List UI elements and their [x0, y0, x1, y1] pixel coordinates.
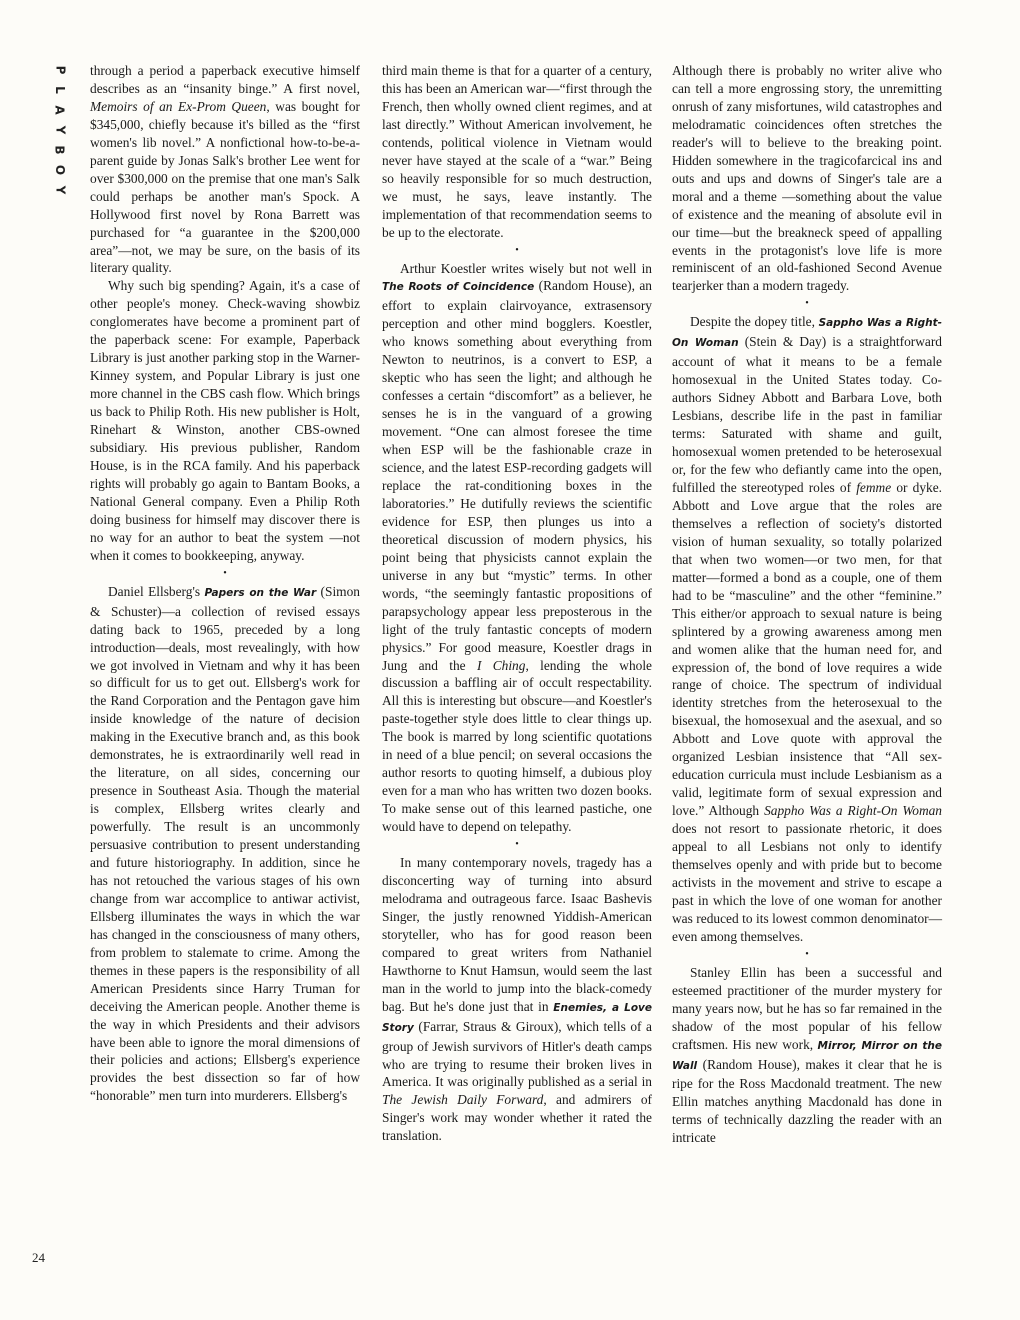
column-3 — [672, 62, 942, 1147]
text-run: , was bought for $345,000, chiefly because it's billed as the “first women's lib novel.” A nonfictional how-to-be-a-parent guide by Jonas Salk's brother Lee went for over $300,000 on the premise that one man's Salk could perhaps be another man's Spock. A Hollywood first novel by Rona Barrett was purchased for “a guarantee in the $200,000 area”—not, we may be sure, on the basis of its literary quality. — [90, 98, 361, 276]
text-run: (Simon & Schuster)—a collection of revised essays dating back to 1965, preceded by a long introduction—deals, most revealingly, with how we got involved in Vietnam and why it has been so difficult for us to get out. Ellsberg's work for the Rand Corporation and the Pentagon gave him inside knowledge of the nature of decision making in the Executive branch and, as this book demonstrates, he is extraordinarily well read in the literature, on all sides, concerning our presence in Southeast Asia. Though the material is complex, Ellsberg writes clearly and powerfully. The result is an uncommonly persuasive contribution to present understanding and future historiography. In addition, since he has not retouched the various stages of his own change from war accomplice to antiwar activist, Ellsberg illuminates the ways in which the war has changed in the consciousness of many others, from problem to stalemate to crime. Among the themes in these papers is the responsibility of all American Presidents since Harry Truman for deceiving the American people. Another theme is the way in which Presidents and their advisors have been able to ignore the moral dimensions of their policies and actions; Ellsberg's experience provides the best dissection so far of how “honorable” men turn into murderers. Ellsberg's — [90, 583, 360, 1104]
section-divider: • — [805, 948, 809, 960]
masthead-letter: L — [53, 86, 67, 94]
text-run: (Random House), an effort to explain clairvoyance, extrasensory perception and other mind bogglers. Koestler, who knows something about everything from Newton to neutrinos, is a convert to ESP, a skeptic who has seen the light; and although he confesses a certain “discomfort” as a believer, he senses he is in the vanguard of a growing movement. “One can almost foresee the time when ESP will be the fashionable craze in science, and the latest ESP-recording gadgets will replace the rat-conditioning boxes in the laboratories.” He dutifully reviews the scientific evidence for ESP, then plunges us into a theoretical discussion of modern physics, his point being that physicists cannot explain the universe in any but “mystic” terms. In other words, “the seemingly fantastic propositions of parapsychology appear less preposterous in the light of the truly fantastic concepts of modern physics.” For good measure, Koestler drags in Jung and the — [382, 278, 652, 673]
text-run: Daniel Ellsberg's — [108, 583, 205, 599]
section-divider: • — [223, 567, 227, 579]
masthead-letter: O — [52, 164, 67, 176]
text-run: (Farrar, Straus & Giroux), which tells of a group of Jewish survivors of Hitler's death camps who are trying to resume their broken lives in America. It was originally published as a serial in — [382, 1018, 652, 1090]
masthead-letter: B — [53, 145, 67, 155]
text-run: (Random House), makes it clear that he is ripe for the Ross Macdonald treatment. The new Ellin matches anything Macdonald has done in terms of technically dazzling the reader with an intricate — [672, 1056, 942, 1146]
masthead-letter: Y — [52, 185, 67, 195]
paragraph — [90, 583, 360, 1106]
masthead-letter: A — [52, 105, 67, 115]
text-run: , lending the whole discussion a baffling air of occult respectability. All this is interesting but obscure—and Koestler's paste-together style does little to clear things up. The book is marred by long scientific quotations in need of a blue pencil; on several occasions the author resorts to quoting himself, a dubious ploy even for a man who has written two dozen books. To make sense out of this learned pastiche, one would have to depend on telepathy. — [382, 657, 652, 835]
text-run: (Stein & Day) is a straightforward account of what it means to be a female homosexual in the United States today. Co-authors Sidney Abbott and Barbara Love, both Lesbians, describe life in the past in familiar terms: Saturated with shame and guilt, homosexual women pretended to be heterosexual or, for the few who defiantly came into the open, fulfilled the stereotyped roles of — [672, 334, 942, 495]
text-run: Arthur Koestler writes wisely but not well in — [400, 260, 652, 276]
book-title: Enemies, a Love Story — [382, 1001, 652, 1034]
masthead — [50, 60, 70, 200]
section-divider: • — [805, 298, 809, 310]
masthead-letter: Y — [52, 125, 67, 135]
term: femme — [856, 479, 892, 495]
paragraph — [90, 62, 360, 277]
column-2 — [382, 62, 652, 1145]
section-divider: • — [515, 244, 519, 256]
section-divider: • — [515, 839, 519, 851]
paragraph — [382, 260, 652, 837]
paragraph: Why such big spending? Again, it's a case of other people's money. Check-waving showbiz conglomerates have become a prominent part of the paperback scene: For example, Paperback Library is just another parking stop in the Warner-Kinney system, and Popular Library is just one more channel in the CBS cash flow. Which brings us back to Philip Roth. His new publisher is Holt, Rinehart & Winston, another CBS-owned subsidiary. His previous publisher, Random House, is in the RCA family. And his paperback rights will probably go again to Bantam Books, a National General company. Even a Philip Roth doing business for himself may discover there is no way for an author to beat the system —not when it comes to bookkeeping, anyway. — [90, 278, 360, 563]
text-run: Despite the dopey title, — [690, 314, 819, 330]
column-1 — [90, 62, 360, 1105]
text-run: does not resort to passionate rhetoric, it does appeal to all Lesbians not only to identify themselves openly and with pride but to become activists in the movement and strive to escape a past in which the love of one woman for another was reduced to its lowest common denominator—even among themselves. — [672, 821, 942, 944]
paragraph: Although there is probably no writer alive who can tell a more engrossing story, the unremitting onrush of zany misfortunes, wild catastrophes and melodramatic coincidences often stretches the reader's will to believe to the breaking point. Hidden somewhere in the tragicofarcical ins and outs and ups and downs of Singer's tale are a moral and a theme —something about the value of existence and the meaning of absolute evil in our time—but the breakneck speed of appalling events in the protagonist's love life is more reminiscent of an old-fashioned Second Avenue tearjerker than a modern tragedy. — [672, 63, 942, 294]
book-title: The Roots of Coincidence — [382, 281, 535, 294]
text-run: or dyke. Abbott and Love argue that the roles are themselves a reflection of society's distorted vision of human sexuality, so totally polarized that when two women—or two men, for that matter—formed a bond as a couple, one of them had to be “masculine” and the other “feminine.” This either/or approach to sexual nature is being splintered by a growing awareness among men and women alike that the human need for, and expression of, the bond of love requires a wide range of choice. The spectrum of individual identity stretches from the heterosexual to the bisexual, the homosexual and the asexual, and so Abbott and Love quote with approval the organized Lesbian insistence that “All sex-education curricula must include Lesbianism as a valid, legitimate form of sexual expression and love.” Although — [672, 479, 943, 819]
publication-title: The Jewish Daily Forward — [382, 1092, 544, 1108]
book-title: Sappho Was a Right-On Woman — [764, 803, 943, 819]
text-run: through a period a paperback executive himself describes as an “insanity binge.” A first novel, — [90, 63, 360, 96]
masthead-letter: P — [52, 65, 67, 75]
paragraph — [672, 313, 942, 945]
page-number: 24 — [32, 1250, 45, 1265]
paragraph: third main theme is that for a quarter of a century, this has been an American war—“first through the French, then wholly owned client regimes, and at last directly.” Without American involvement, he contends, political violence in Vietnam would never have stayed at the scale of a “war.” Being so heavily responsible for so much destruction, we must, he says, leave instantly. The implementation of that recommendation seems to be up to the electorate. — [382, 63, 652, 240]
book-title: Mirror, Mirror on the Wall — [672, 1039, 943, 1072]
book-title: Papers on the War — [204, 586, 317, 599]
text-run: In many contemporary novels, tragedy has a disconcerting way of turning into absurd melodrama and outrageous farce. Isaac Bashevis Singer, the justly renowned Yiddish-American storyteller, who has for good reason been compared to great writers from Nathaniel Hawthorne to Knut Hamsun, would seem the last man in the world to jump into the black-comedy bag. But he's done just that in — [382, 855, 652, 1014]
book-title: I Ching — [476, 657, 526, 673]
book-title: Memoirs of an Ex-Prom Queen — [90, 98, 267, 114]
text-run: Stanley Ellin has been a successful and esteemed practitioner of the murder mystery for many years now, but he has so far remained in the shadow of the most popular of his fellow craftsmen. His new work, — [672, 964, 942, 1052]
paragraph — [672, 964, 942, 1148]
paragraph — [382, 854, 652, 1145]
text-run: , and admirers of Singer's work may wonder whether it rated the translation. — [382, 1092, 652, 1144]
book-title: Sappho Was a Right-On Woman — [672, 317, 942, 350]
